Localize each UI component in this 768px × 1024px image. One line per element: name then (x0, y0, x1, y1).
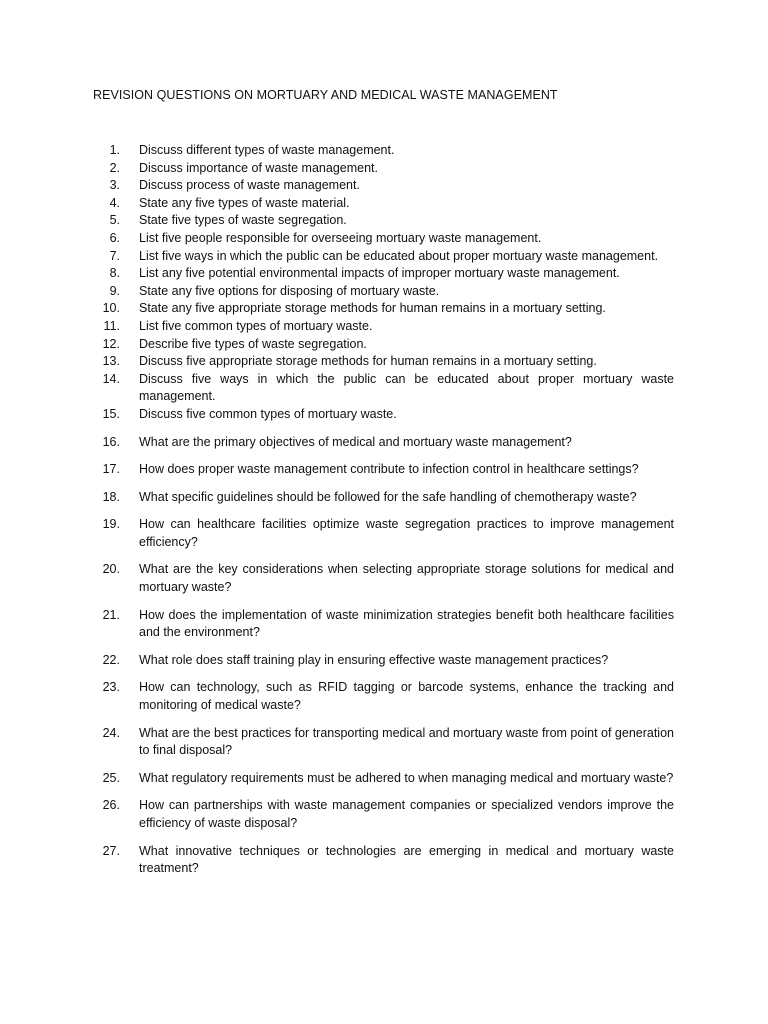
question-number: 15. (102, 406, 120, 421)
question-number: 24. (102, 725, 120, 740)
question-text: How does the implementation of waste minimization strategies benefit both healthcare facilities and the environment? (139, 607, 674, 640)
question-number: 9. (109, 283, 120, 298)
question-item (93, 797, 674, 832)
question-text: State five types of waste segregation. (139, 213, 347, 228)
question-text: What are the key considerations when selecting appropriate storage solutions for medical and mortuary waste? (139, 562, 674, 595)
question-number: 3. (109, 178, 120, 193)
question-text: How can partnerships with waste management companies or specialized vendors improve the efficiency of waste disposal? (139, 798, 674, 830)
question-text: Discuss five appropriate storage methods for human remains in a mortuary setting. (139, 354, 597, 369)
question-text: Discuss importance of waste management. (139, 160, 378, 175)
question-text: List five people responsible for overseeing mortuary waste management. (139, 230, 542, 245)
question-text: Describe five types of waste segregation. (139, 336, 367, 351)
question-text: List five common types of mortuary waste. (139, 318, 373, 333)
question-item (93, 607, 674, 642)
question-number: 18. (102, 489, 120, 504)
question-text: Discuss five ways in which the public can be educated about proper mortuary waste management. (139, 371, 674, 404)
question-number: 23. (102, 680, 120, 695)
question-number: 26. (102, 798, 120, 813)
question-item (93, 725, 674, 760)
question-number: 25. (102, 770, 120, 785)
question-item (93, 406, 674, 424)
question-item (93, 489, 674, 507)
question-number: 10. (102, 301, 120, 316)
question-number: 1. (109, 143, 120, 157)
question-text: State any five types of waste material. (139, 195, 350, 210)
question-number: 4. (109, 195, 120, 210)
question-text: What specific guidelines should be followed for the safe handling of chemotherapy waste? (139, 489, 637, 504)
question-text: What are the primary objectives of medical and mortuary waste management? (139, 434, 572, 449)
question-text: List five ways in which the public can be educated about proper mortuary waste management. (139, 248, 659, 263)
question-number: 19. (102, 517, 120, 532)
question-item (93, 195, 674, 213)
question-text: List any five potential environmental impacts of improper mortuary waste management. (139, 266, 620, 281)
question-item (93, 283, 674, 301)
question-number: 20. (102, 562, 120, 577)
question-number: 2. (109, 160, 120, 175)
question-number: 7. (109, 248, 120, 263)
question-number: 21. (102, 607, 120, 622)
question-text: Discuss different types of waste management. (139, 143, 395, 157)
question-number: 5. (109, 213, 120, 228)
question-number: 22. (102, 652, 120, 667)
question-number: 27. (102, 843, 120, 858)
question-text: What regulatory requirements must be adhered to when managing medical and mortuary waste? (139, 770, 674, 785)
question-item (93, 142, 674, 160)
question-item (93, 248, 674, 266)
question-text: What role does staff training play in ensuring effective waste management practices? (139, 652, 609, 667)
question-number: 17. (102, 462, 120, 477)
question-text: How can healthcare facilities optimize waste segregation practices to improve management efficiency? (139, 517, 674, 549)
question-item (93, 300, 674, 318)
question-item (93, 770, 674, 788)
question-number: 8. (109, 266, 120, 281)
question-item (93, 679, 674, 714)
question-text: Discuss five common types of mortuary waste. (139, 406, 397, 421)
question-item (93, 230, 674, 248)
question-text: State any five options for disposing of mortuary waste. (139, 283, 440, 298)
question-item (93, 371, 674, 406)
question-item (93, 318, 674, 336)
question-list (93, 142, 674, 878)
question-text: How does proper waste management contribute to infection control in healthcare settings? (139, 462, 639, 477)
question-number: 14. (102, 371, 120, 386)
question-number: 16. (102, 434, 120, 449)
question-item (93, 434, 674, 452)
question-item (93, 160, 674, 178)
question-text: State any five appropriate storage methods for human remains in a mortuary setting. (139, 301, 606, 316)
document-title: REVISION QUESTIONS ON MORTUARY AND MEDICAL WASTE MANAGEMENT (93, 88, 558, 102)
question-item (93, 516, 674, 551)
question-item (93, 336, 674, 354)
question-item (93, 652, 674, 670)
question-number: 11. (103, 318, 120, 333)
question-text: What are the best practices for transporting medical and mortuary waste from point of generation to final disposal? (139, 725, 674, 758)
question-item (93, 177, 674, 195)
question-item (93, 561, 674, 596)
question-item (93, 353, 674, 371)
question-text: Discuss process of waste management. (139, 178, 360, 193)
question-text: What innovative techniques or technologies are emerging in medical and mortuary waste treatment? (139, 843, 674, 876)
question-number: 12. (102, 336, 120, 351)
question-item (93, 461, 674, 479)
question-text: How can technology, such as RFID tagging or barcode systems, enhance the tracking and monitoring of medical waste? (139, 680, 674, 713)
question-item (93, 265, 674, 283)
question-number: 6. (109, 230, 120, 245)
question-number: 13. (102, 354, 120, 369)
question-item (93, 843, 674, 878)
question-item (93, 212, 674, 230)
